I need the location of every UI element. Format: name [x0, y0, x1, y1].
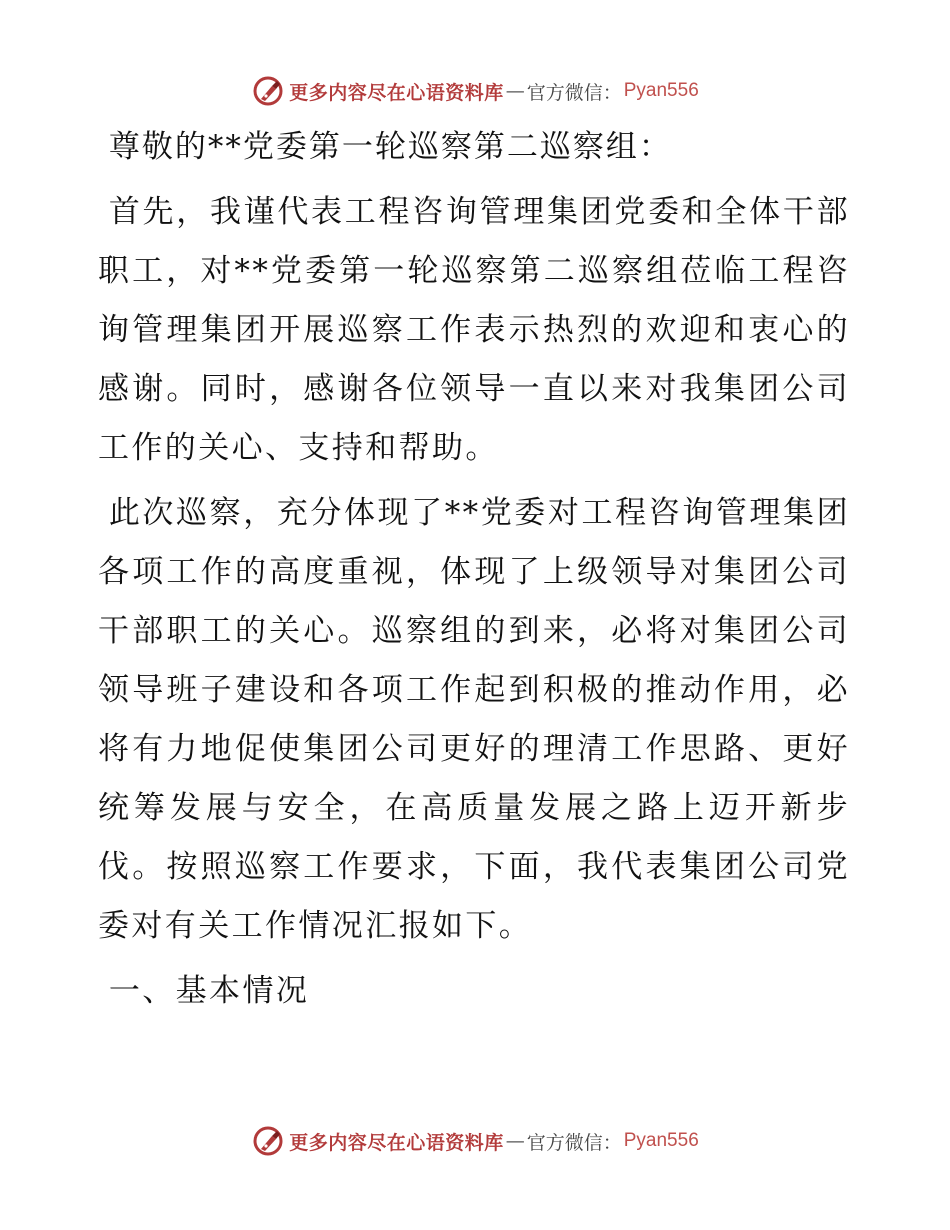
footer-watermark — [0, 1121, 950, 1161]
watermark-label: 官方微信： — [526, 1131, 622, 1154]
watermark-separator: — — [505, 1130, 525, 1152]
document-body — [98, 118, 850, 1021]
watermark-label: 官方微信： — [526, 81, 622, 104]
paragraph-inspection: 此次巡察，充分体现了**党委对工程咨询管理集团各项工作的高度重视，体现了上级领导对集团公司干部职工的关心。巡察组的到来，必将对集团公司领导班子建设和各项工作起到积极的推动作用，必将有力地促使集团公司更好的理清工作思路、更好统筹发展与安全，在高质量发展之路上迈开新步伐。按照巡察工作要求，下面，我代表集团公司党委对有关工作情况汇报如下。 — [98, 495, 850, 944]
paragraph-intro: 首先，我谨代表工程咨询管理集团党委和全体干部职工，对**党委第一轮巡察第二巡察组莅临工程咨询管理集团开展巡察工作表示热烈的欢迎和衷心的感谢。同时，感谢各位领导一直以来对我集团公司工作的关心、支持和帮助。 — [98, 194, 850, 466]
section-heading: 一、基本情况 — [108, 973, 310, 1009]
pen-nib-logo-icon — [251, 74, 285, 108]
watermark-text: 更多内容尽在心语资料库 — [289, 81, 504, 104]
header-watermark — [0, 71, 950, 111]
watermark-separator: — — [505, 80, 525, 102]
pen-nib-logo-icon — [251, 1124, 285, 1158]
watermark-wechat-id: Pyan556 — [623, 1130, 699, 1151]
watermark-wechat-id: Pyan556 — [623, 80, 699, 101]
salutation: 尊敬的**党委第一轮巡察第二巡察组： — [108, 129, 672, 165]
watermark-text: 更多内容尽在心语资料库 — [289, 1131, 504, 1154]
